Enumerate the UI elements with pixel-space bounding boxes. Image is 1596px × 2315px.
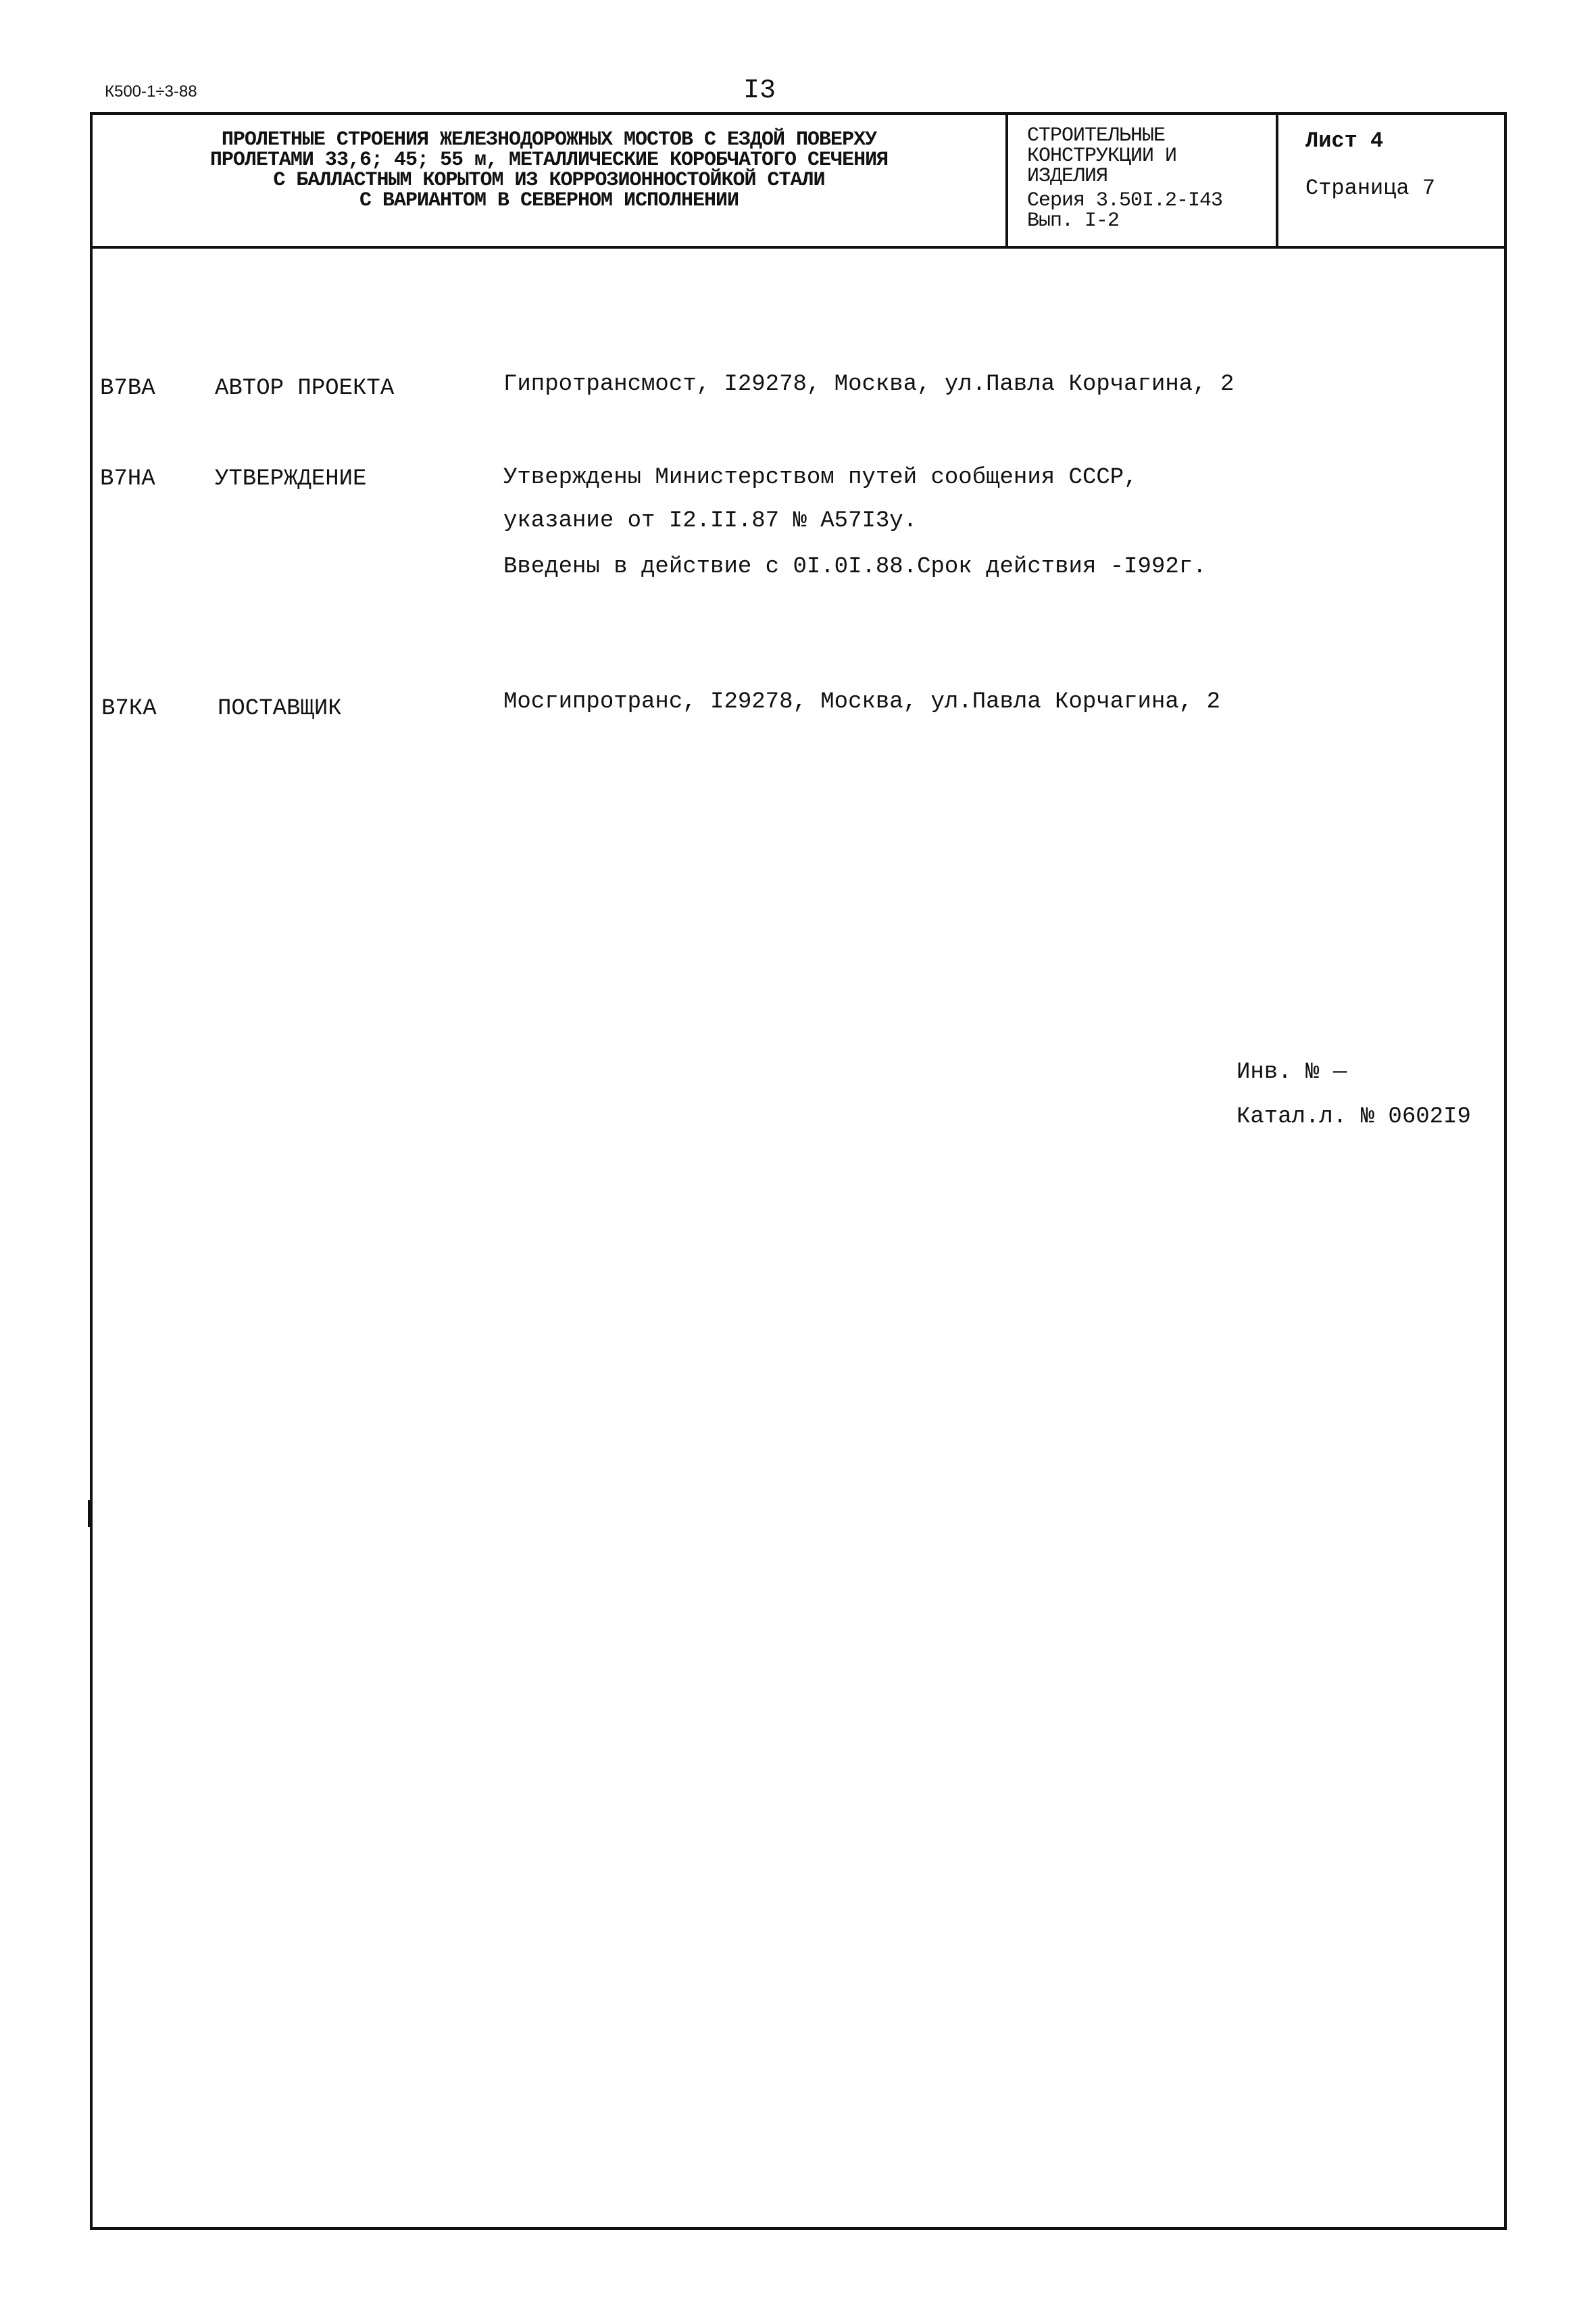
row-code-supplier: В7КА bbox=[101, 696, 157, 722]
document-code: К500-1÷3-88 bbox=[105, 82, 197, 101]
category-line-3: ИЗДЕЛИЯ bbox=[1027, 165, 1108, 188]
page-label: Страница 7 bbox=[1305, 176, 1436, 201]
edge-mark-left bbox=[88, 1500, 91, 1527]
title-line-1: ПРОЛЕТНЫЕ СТРОЕНИЯ ЖЕЛЕЗНОДОРОЖНЫХ МОСТОВ С ЕЗДОЙ ПОВЕРХУ bbox=[221, 128, 877, 151]
row-label-author: АВТОР ПРОЕКТА bbox=[215, 376, 395, 401]
catalog-sheet-number: Катал.л. № 0602I9 bbox=[1237, 1104, 1471, 1130]
row-code-approval: В7НА bbox=[100, 466, 155, 492]
series-label: Серия 3.50I.2-I43 bbox=[1027, 189, 1223, 212]
row-text-supplier: Мосгипротранс, I29278, Москва, ул.Павла Корчагина, 2 bbox=[503, 689, 1220, 715]
sheet-cell bbox=[1278, 115, 1507, 246]
inventory-number: Инв. № — bbox=[1237, 1060, 1347, 1085]
category-cell bbox=[1008, 115, 1278, 246]
row-text-author: Гипротрансмост, I29278, Москва, ул.Павла Корчагина, 2 bbox=[503, 372, 1235, 397]
issue-label: Вып. I-2 bbox=[1027, 209, 1120, 232]
document-frame bbox=[90, 112, 1507, 2230]
category-line-1: СТРОИТЕЛЬНЫЕ bbox=[1027, 124, 1166, 147]
title-line-3: С БАЛЛАСТНЫМ КОРЫТОМ ИЗ КОРРОЗИОННОСТОЙКОЙ СТАЛИ bbox=[273, 169, 825, 192]
title-line-4: С ВАРИАНТОМ В СЕВЕРНОМ ИСПОЛНЕНИИ bbox=[359, 189, 739, 212]
row-text-approval-3: Введены в действие с 0I.0I.88.Срок действия -I992г. bbox=[503, 554, 1207, 580]
sheet-label: Лист 4 bbox=[1305, 128, 1384, 153]
page-number: I3 bbox=[743, 76, 776, 106]
row-label-supplier: ПОСТАВЩИК bbox=[218, 696, 342, 722]
edge-mark-right bbox=[1504, 1581, 1507, 1642]
row-label-approval: УТВЕРЖДЕНИЕ bbox=[215, 466, 367, 492]
category-line-2: КОНСТРУКЦИИ И bbox=[1027, 145, 1177, 168]
title-block bbox=[93, 115, 1504, 249]
title-cell bbox=[93, 115, 1008, 246]
title-line-2: ПРОЛЕТАМИ 33,6; 45; 55 м, МЕТАЛЛИЧЕСКИЕ КОРОБЧАТОГО СЕЧЕНИЯ bbox=[209, 149, 889, 172]
row-text-approval-2: указание от I2.II.87 № А57I3у. bbox=[503, 508, 918, 534]
row-code-author: В7ВА bbox=[100, 376, 155, 401]
row-text-approval-1: Утверждены Министерством путей сообщения СССР, bbox=[503, 465, 1138, 491]
